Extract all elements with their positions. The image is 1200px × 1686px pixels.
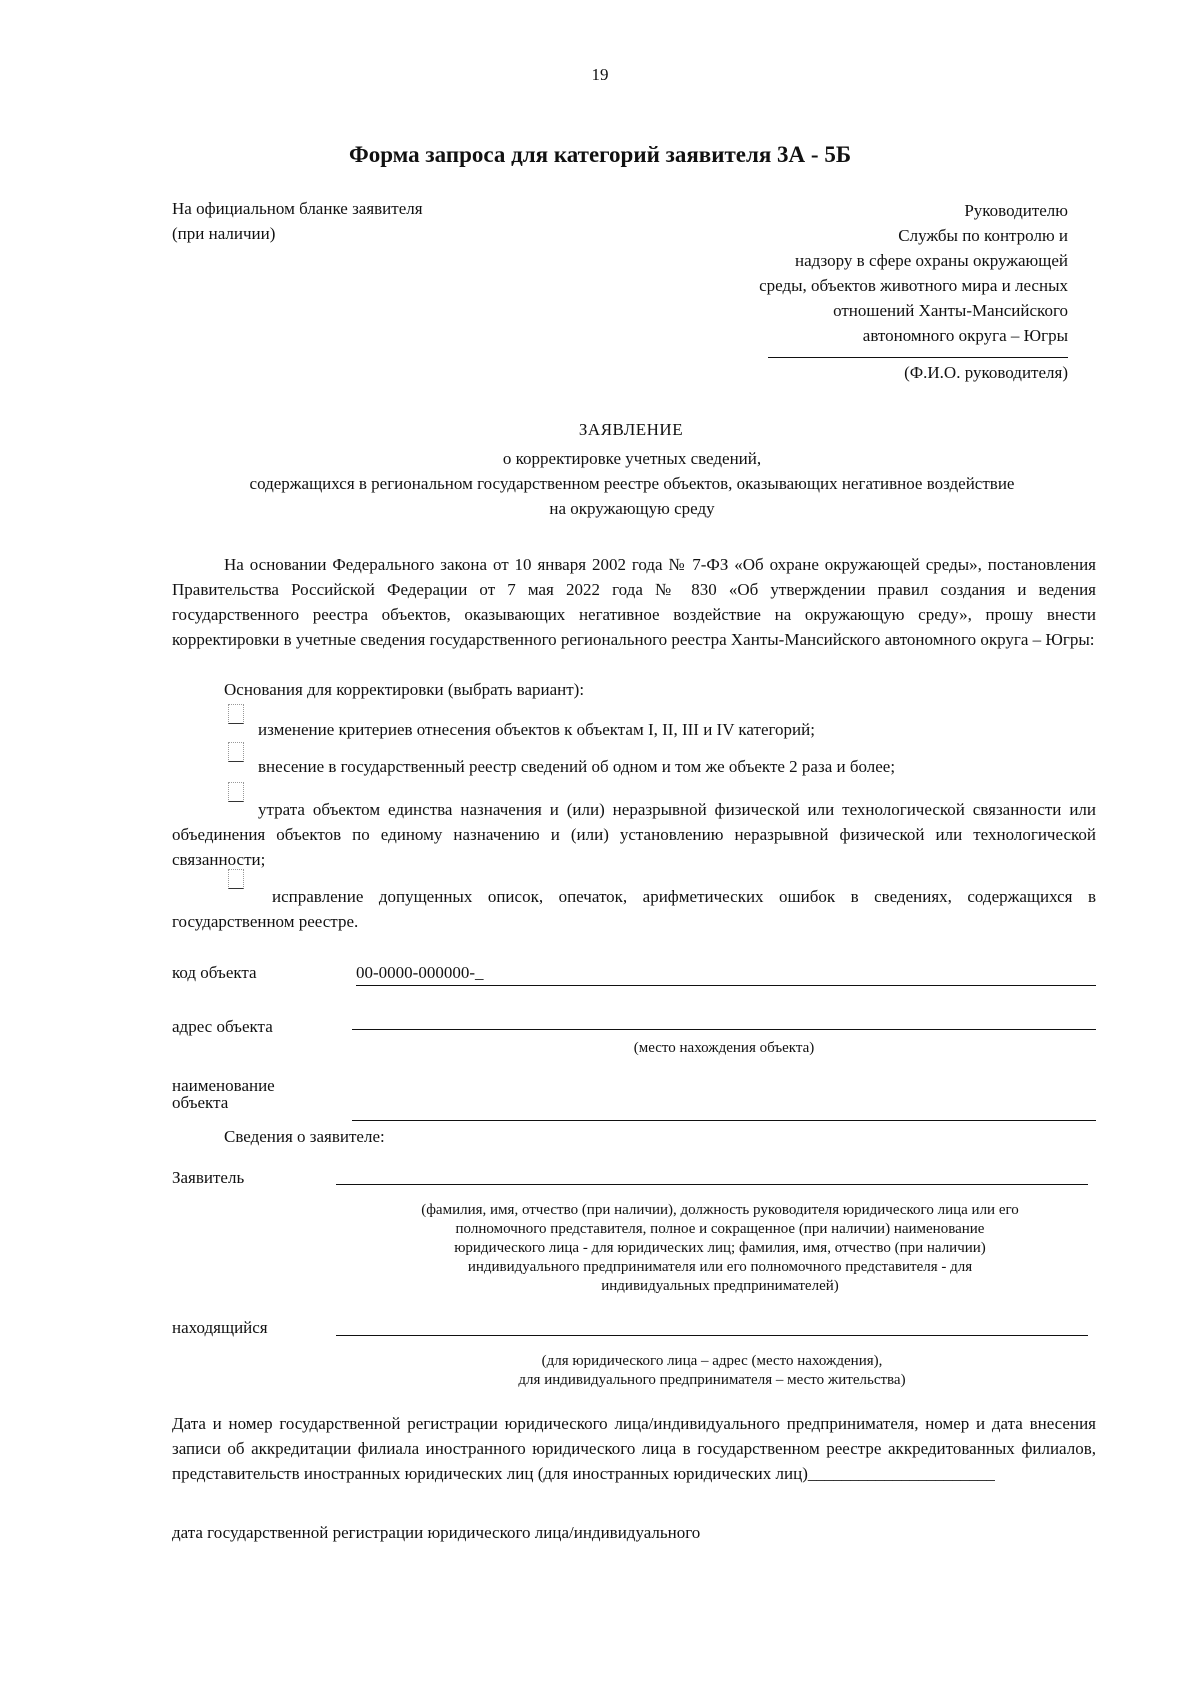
statement-subtitle-line: о корректировке учетных сведений, [502,449,762,468]
location-caption-line: (для юридического лица – адрес (место нахождения), [541,1353,883,1369]
addressee-line: Руководителю [964,201,1068,220]
letterhead-line: (при наличии) [172,224,276,243]
statement-subtitle [172,446,1092,521]
object-address-caption: (место нахождения объекта) [633,1040,815,1056]
checkbox-option-criteria[interactable] [228,704,244,724]
letterhead-note [172,196,423,246]
option-criteria-text: изменение критериев отнесения объектов к объектам I, II, III и IV категорий; [258,720,815,739]
registration-paragraph [172,1411,1096,1486]
object-name-label-line: объекта [172,1093,229,1112]
location-label: находящийся [172,1318,268,1337]
applicant-caption [330,1201,1110,1296]
location-caption-line: для индивидуального предпринимателя – место жительства) [518,1372,906,1388]
option-error-fix-text: исправление допущенных описок, опечаток, арифметических ошибок в сведениях, содержащихся в государственном реестре. [172,887,1096,931]
applicant-label: Заявитель [172,1168,245,1187]
location-caption [336,1352,1088,1390]
option-duplicate-text: внесение в государственный реестр сведений об одном и том же объекте 2 раза и более; [258,757,896,776]
applicant-caption-line: полномочного представителя, полное и сокращенное (при наличии) наименование [455,1221,985,1237]
addressee-line: автономного округа – Югры [862,326,1068,345]
object-code-label: код объекта [172,963,257,982]
addressee-line: отношений Ханты-Мансийского [833,301,1068,320]
object-code-value: 00-0000-000000-_ [356,963,484,982]
grounds-label: Основания для корректировки (выбрать вариант): [224,680,585,699]
head-name-caption: (Ф.И.О. руководителя) [904,363,1068,382]
statement-subtitle-line: содержащихся в региональном государственном реестре объектов, оказывающих негативное воздействие [249,474,1015,493]
head-name-line[interactable] [768,357,1068,358]
location-field[interactable] [336,1319,1088,1336]
option-integrity-loss-text: утрата объектом единства назначения и (или) неразрывной физической или технологической связанности или объединения объектов по единому назначению и (или) установлению неразрывной физической или технологической связанности; [172,800,1096,869]
object-address-label: адрес объекта [172,1017,273,1036]
registration-date-line: дата государственной регистрации юридического лица/индивидуального [172,1523,701,1542]
addressee-line: надзору в сфере охраны окружающей [795,251,1068,270]
applicant-info-heading: Сведения о заявителе: [224,1127,385,1146]
applicant-caption-line: юридического лица - для юридических лиц; фамилия, имя, отчество (при наличии) [454,1240,986,1256]
object-name-label-line: наименование [172,1076,275,1095]
object-name-field[interactable] [352,1104,1096,1121]
applicant-caption-line: индивидуальных предпринимателей) [601,1278,839,1294]
registration-text: Дата и номер государственной регистрации юридического лица/индивидуального предпринимателя, номер и дата внесения записи об аккредитации филиала иностранного юридического лица в государственном реестре аккредитованных филиалов, представительств иностранных юридических лиц (для иностранных юридических лиц) [172,1414,1096,1483]
statement-subtitle-line: на окружающую среду [549,499,715,518]
addressee-line: среды, объектов животного мира и лесных [759,276,1068,295]
addressee-line: Службы по контролю и [898,226,1068,245]
letterhead-line: На официальном бланке заявителя [172,199,423,218]
checkbox-option-duplicate[interactable] [228,742,244,762]
form-title: Форма запроса для категорий заявителя 3А - 5Б [348,142,852,167]
object-code-field[interactable] [356,962,1096,986]
applicant-field[interactable] [336,1168,1088,1185]
object-address-field[interactable] [352,1013,1096,1030]
page-number: 19 [591,65,609,84]
statement-title: ЗАЯВЛЕНИЕ [578,420,684,439]
applicant-caption-line: (фамилия, имя, отчество (при наличии), должность руководителя юридического лица или его [421,1202,1019,1218]
object-name-label [172,1077,275,1111]
request-paragraph: На основании Федерального закона от 10 января 2002 года № 7-ФЗ «Об охране окружающей среды», постановления Правительства Российской Федерации от 7 мая 2022 года № 830 «Об утверждении правил создания и ведения государственного реестра объектов, оказывающих негативное воздействие на окружающую среду», прошу внести корректировки в учетные сведения государственного регионального реестра Ханты-Мансийского автономного округа – Югры: [172,555,1096,649]
registration-blank[interactable]: ______________________ [807,1464,995,1483]
applicant-caption-line: индивидуального предпринимателя или его полномочного представителя - для [467,1259,973,1275]
addressee-block [548,198,1068,348]
